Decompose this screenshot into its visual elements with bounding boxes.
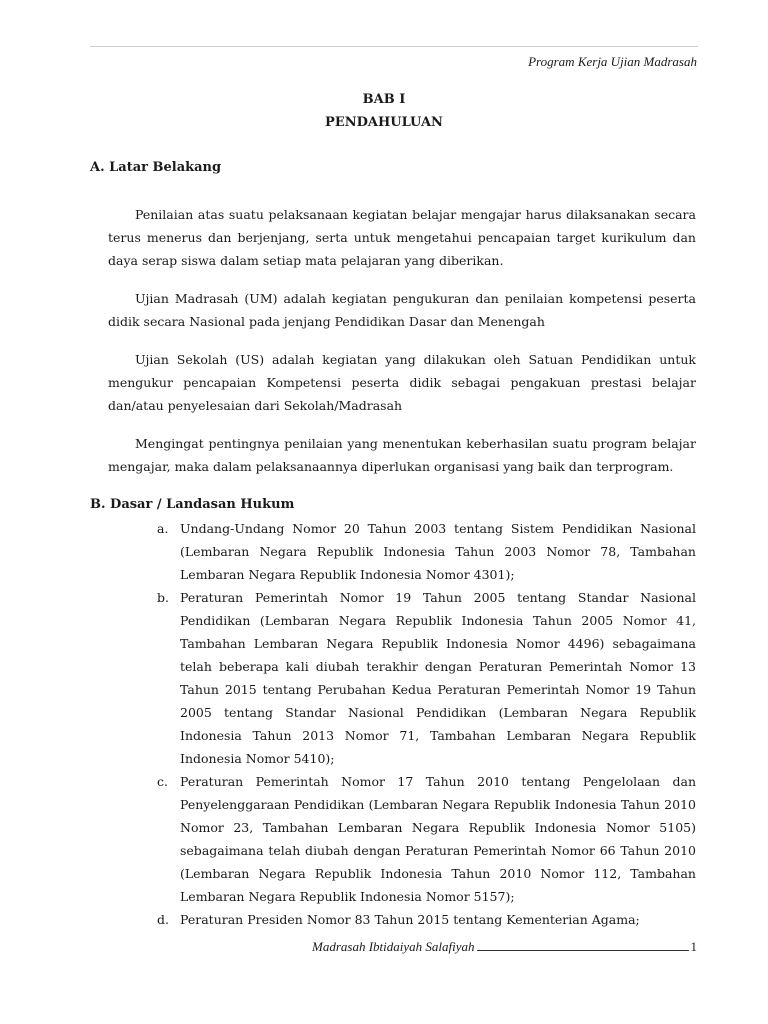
paragraph: Ujian Madrasah (UM) adalah kegiatan pengukuran dan penilaian kompetensi peserta didik secara Nasional pada jenjang Pendidikan Dasar dan Menengah	[108, 291, 696, 329]
list-item	[150, 770, 696, 908]
legal-basis-list	[150, 517, 696, 931]
header-rule	[90, 46, 698, 47]
list-item-text: Peraturan Pemerintah Nomor 19 Tahun 2005 tentang Standar Nasional Pendidikan (Lembaran Negara Republik Indonesia Tahun 2005 Nomor 41, Tambahan Lembaran Negara Republik Indonesia Nomor 4496) sebagaimana telah beberapa kali diubah terakhir dengan Peraturan Pemerintah Nomor 13 Tahun 2015 tentang Perubahan Kedua Peraturan Pemerintah Nomor 19 Tahun 2005 tentang Standar Nasional Pendidikan (Lembaran Negara Republik Indonesia Tahun 2013 Nomor 71, Tambahan Lembaran Negara Republik Indonesia Nomor 5410);	[180, 590, 696, 766]
page-footer	[312, 938, 697, 955]
paragraph: Penilaian atas suatu pelaksanaan kegiatan belajar mengajar harus dilaksanakan secara terus menerus dan berjenjang, serta untuk mengetahui pencapaian target kurikulum dan daya serap siswa dalam setiap mata pelajaran yang diberikan.	[108, 207, 696, 268]
list-item	[150, 908, 696, 931]
list-item-text: Peraturan Pemerintah Nomor 17 Tahun 2010 tentang Pengelolaan dan Penyelenggaraan Pendidikan (Lembaran Negara Republik Indonesia Tahun 2010 Nomor 23, Tambahan Lembaran Negara Republik Indonesia Nomor 5105) sebagaimana telah diubah dengan Peraturan Pemerintah Nomor 66 Tahun 2010 (Lembaran Negara Republik Indonesia Tahun 2010 Nomor 112, Tambahan Lembaran Negara Republik Indonesia Nomor 5157);	[180, 774, 696, 904]
footer-rule	[477, 938, 689, 951]
list-marker: a.	[157, 521, 169, 536]
list-marker: d.	[157, 912, 169, 927]
page-number: 1	[690, 939, 697, 954]
list-item-text: Undang-Undang Nomor 20 Tahun 2003 tentang Sistem Pendidikan Nasional (Lembaran Negara Republik Indonesia Tahun 2003 Nomor 78, Tambahan Lembaran Negara Republik Indonesia Nomor 4301);	[180, 521, 696, 582]
list-item	[150, 586, 696, 770]
section-a-heading: A. Latar Belakang	[90, 160, 222, 175]
list-marker: b.	[157, 590, 169, 605]
chapter-title: PENDAHULUAN	[325, 115, 443, 130]
paragraph: Ujian Sekolah (US) adalah kegiatan yang dilakukan oleh Satuan Pendidikan untuk mengukur pencapaian Kompetensi peserta didik sebagai pengakuan prestasi belajar dan/atau penyelesaian dari Sekolah/Madrasah	[108, 352, 696, 413]
running-header: Program Kerja Ujian Madrasah	[528, 54, 697, 69]
section-b-heading: B. Dasar / Landasan Hukum	[90, 497, 295, 512]
list-item	[150, 517, 696, 586]
footer-school-name: Madrasah Ibtidaiyah Salafiyah	[312, 939, 475, 954]
list-item-text: Peraturan Presiden Nomor 83 Tahun 2015 tentang Kementerian Agama;	[180, 912, 640, 927]
chapter-number: BAB I	[362, 92, 406, 107]
paragraph: Mengingat pentingnya penilaian yang menentukan keberhasilan suatu program belajar mengajar, maka dalam pelaksanaannya diperlukan organisasi yang baik dan terprogram.	[108, 436, 696, 474]
list-marker: c.	[157, 774, 168, 789]
